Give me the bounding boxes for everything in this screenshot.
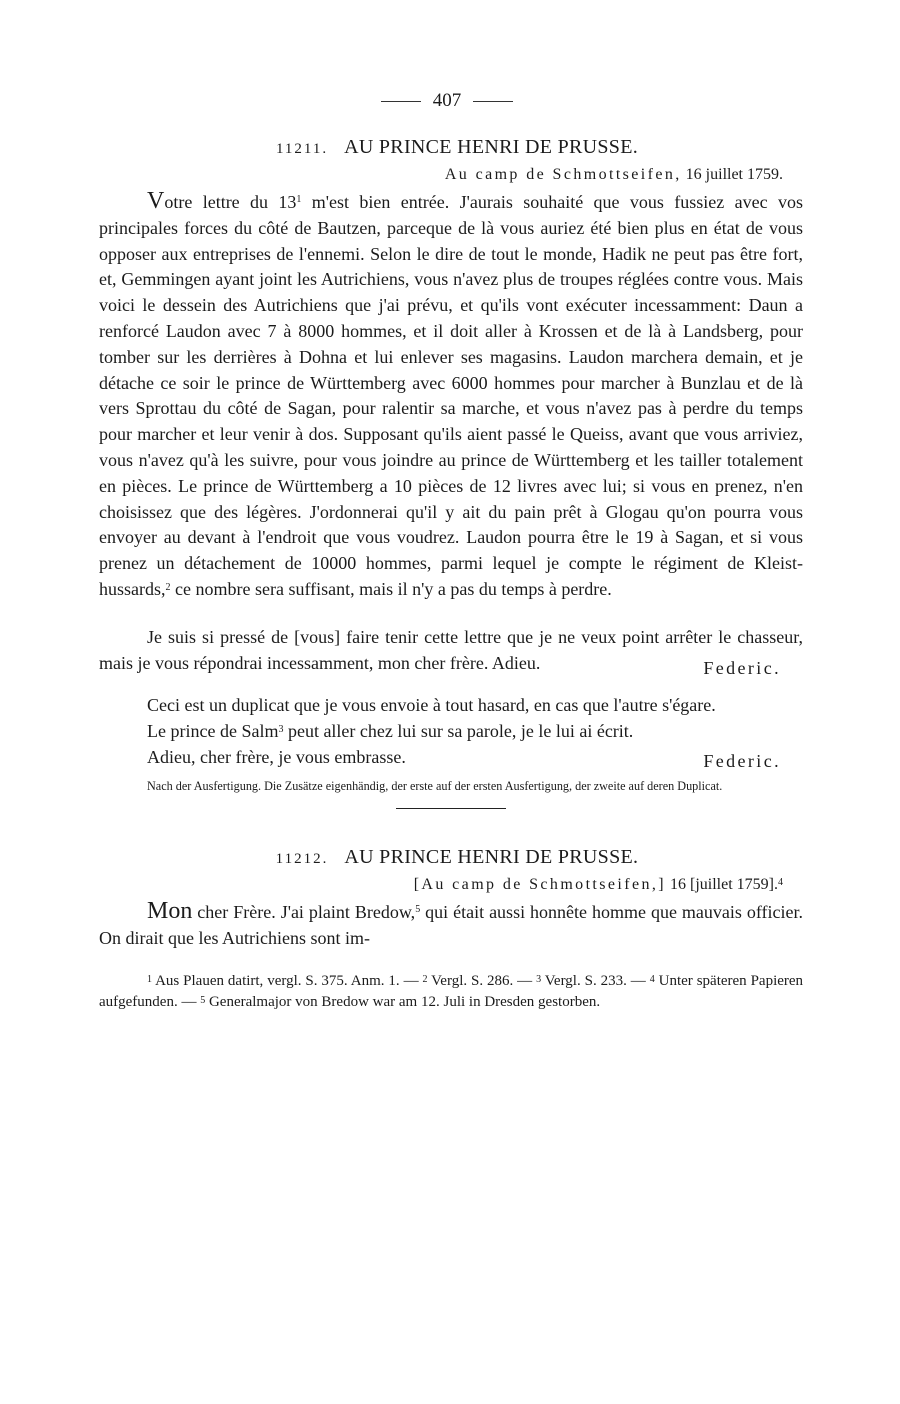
letter-paragraph [99,899,803,952]
letter-title: AU PRINCE HENRI DE PRUSSE. [344,845,639,868]
footnote-mark: 3 [536,974,542,986]
letter-paragraph [99,189,803,603]
signature: Federic. [703,750,781,771]
paragraph-text: peut aller chez lui sur sa parole, je le lui ai écrit. [283,721,634,742]
paragraph-text: m'est bien entrée. J'aurais souhaité que vous fussiez avec vos principales forces du côté de Bautzen, parceque de là vous auriez été bien plus en état de vous opposer aux entreprises de l'ennemi. Selon le dire de tout le monde, Hadik ne peut pas être fort, et, Gemmingen ayant joint les Autrichiens, vous n'avez plus de troupes réglées contre vous. Mais voici le dessein des Autrichiens que j'ai prévu, et qu'ils vont exécuter incessamment: Daun a renforcé Laudon avec 7 à 8000 hommes, et il doit aller à Krossen et de là à Landsberg, pour tomber sur les derrières à Dohna et lui enlever ses magasins. Laudon marchera demain, et je détache ce soir le prince de Württemberg avec 6000 hommes pour marcher à Bunzlau et de là vers Sprottau du côté de Sagan, pour ralentir sa marche, et vous n'avez pas à perdre du temps pour marcher et leur venir à dos. Supposant qu'ils aient passé le Queiss, avant que vous arriviez, vous n'avez qu'à les suivre, pour vous joindre au prince de Württemberg et les tailler totalement en pièces. Le prince de Württemberg a 10 pièces de 12 livres avec lui; si vous en prenez, n'en choisissez que des légères. J'ordonnerai qu'il y ait du pain prêt à Glogau qu'on pourra vous envoyer au devant à l'endroit que vous voudrez. Laudon pourra être le 19 à Sagan, et si vous prenez un détachement de 10000 hommes, parmi lequel je compte le régiment de Kleist-hussards, [99,192,803,599]
letter-title: AU PRINCE HENRI DE PRUSSE. [344,136,639,158]
letter-date: 16 juillet 1759. [685,166,783,183]
letter-paragraph [99,693,803,719]
footnote-ref: 5 [415,903,421,915]
paragraph-text: otre lettre du 13 [164,192,297,212]
letter-date: 16 [juillet 1759]. [670,875,778,893]
letter-number: 11212. [275,850,329,867]
footnote-text: Generalmajor von Bredow war am 12. Juli in Dresden gestorben. [208,994,601,1011]
paragraph-text: qui était aussi honnête homme que mauvais officier. On dirait que les Autrichiens sont im- [99,901,804,948]
footnote-mark: 5 [200,995,206,1007]
letter-paragraph [99,719,803,745]
letter-heading [111,133,803,161]
letter-heading [111,843,803,871]
paragraph-text: Le prince de Salm [147,721,279,742]
footnote-ref: 4 [778,876,783,888]
source-note: Nach der Ausfertigung. Die Zusätze eigenhändig, der erste auf der ersten Ausfertigung, der zweite auf deren Duplicat. [147,778,723,793]
footnote-ref: 1 [296,194,302,205]
paragraph-text: Ceci est un duplicat que je vous envoie à tout hasard, en cas que l'autre s'égare. [147,695,716,716]
footnote-mark: 4 [649,974,655,986]
letter-place: Au camp de Schmottseifen, [444,166,682,183]
paragraph-text: ce nombre sera suffisant, mais il n'y a pas du temps à perdre. [170,578,612,599]
book-page [99,86,803,1013]
letter-place: [Au camp de Schmottseifen,] [413,875,667,893]
paragraph-text: cher Frère. J'ai plaint Bredow, [192,901,416,922]
section-divider [396,808,506,809]
header-dash-right [473,101,513,102]
footnote-mark: 2 [422,974,428,986]
footnotes [99,971,803,1013]
footnote-mark: 1 [147,974,152,986]
paragraph-text: Adieu, cher frère, je vous embrasse. [147,746,406,767]
header-dash-left [381,101,421,102]
page-number: 407 [432,90,462,111]
footnote-text: Aus Plauen datirt, vergl. S. 375. Anm. 1. — [155,973,419,990]
initial-word: Mon [147,897,193,924]
footnote-text: Vergl. S. 233. — [544,973,646,990]
letter-dateline [99,163,803,187]
footnote-ref: 3 [278,724,284,736]
letter-number: 11211. [275,141,329,157]
initial-letter: V [147,188,165,214]
letter-dateline [99,873,803,897]
footnote-ref: 2 [165,581,171,593]
footnote-text: Vergl. S. 286. — [431,973,533,990]
paragraph-text: Je suis si pressé de [vous] faire tenir cette lettre que je ne veux point arrêter le chasseur, mais je vous répondrai incessamment, mon cher frère. Adieu. [99,626,803,673]
footnote-text: Unter späteren Papieren aufgefunden. — [99,973,804,1011]
signature: Federic. [703,658,781,679]
page-number-header [91,86,803,116]
